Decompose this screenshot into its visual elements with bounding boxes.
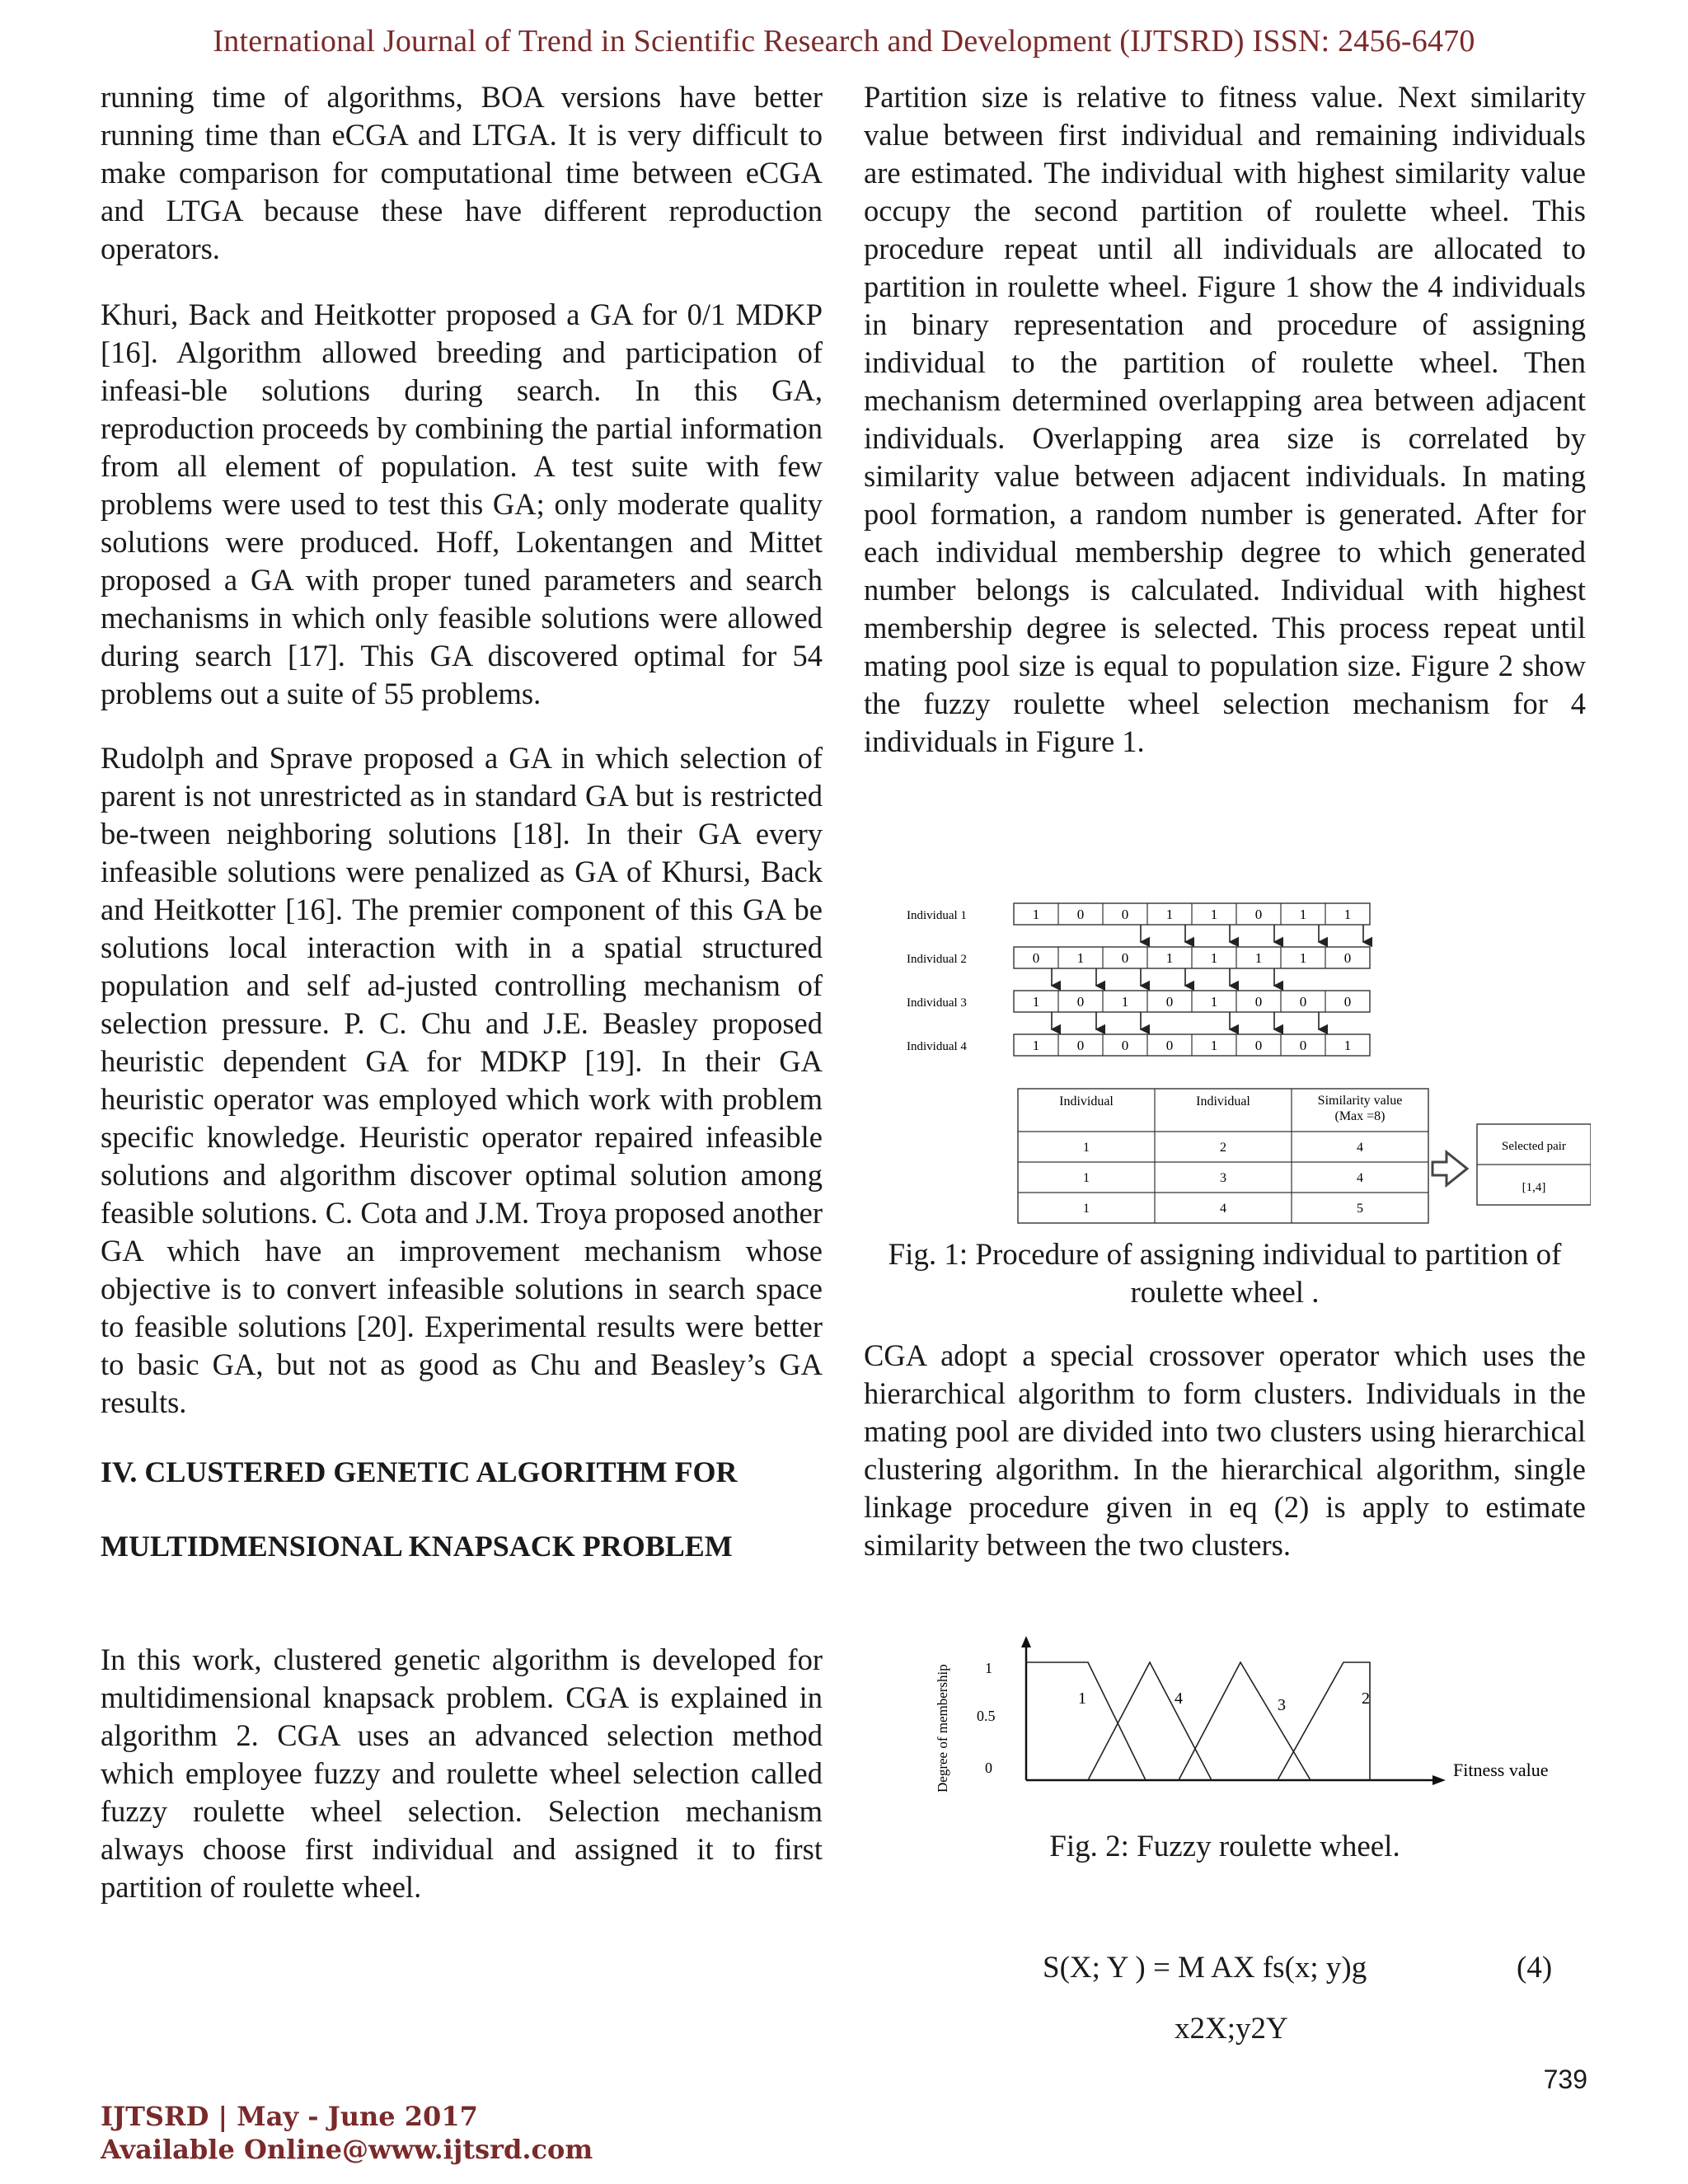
- bit-value: 0: [1165, 994, 1174, 1010]
- bit-value: 0: [1121, 1038, 1129, 1053]
- bit-value: 1: [1032, 907, 1040, 922]
- individual-label: Individual 1: [907, 909, 967, 922]
- bit-value: 1: [1032, 1038, 1040, 1053]
- bit-value: 1: [1210, 1038, 1218, 1053]
- equation-main: S(X; Y ) = M AX fs(x; y)g: [1043, 1951, 1367, 1985]
- bit-value: 1: [1121, 994, 1129, 1010]
- membership-4: [1088, 1662, 1212, 1780]
- bit-value: 1: [1299, 907, 1307, 922]
- table-cell: 1: [1083, 1171, 1090, 1185]
- bit-value: 1: [1299, 950, 1307, 966]
- figure-1-diagram: [898, 894, 1591, 1240]
- individual-label: Individual 2: [907, 953, 967, 966]
- journal-header: International Journal of Trend in Scientific Research and Development (IJTSRD) ISSN: 2456-6470: [213, 24, 1475, 59]
- y-tick-label: 0.5: [977, 1708, 996, 1724]
- right-column: [864, 78, 1586, 789]
- bit-value: 1: [1343, 1038, 1352, 1053]
- bit-value: 0: [1076, 1038, 1085, 1053]
- bit-value: 0: [1299, 1038, 1307, 1053]
- y-tick-label: 0: [985, 1760, 992, 1776]
- table-header: (Max =8): [1334, 1109, 1386, 1123]
- page-number: 739: [1543, 2064, 1587, 2094]
- series-label: 3: [1278, 1696, 1286, 1714]
- paragraph: Rudolph and Sprave proposed a GA in which selection of parent is not unrestricted as in standard GA but is restricted be-tween neighboring solutions [18]. In their GA every infeasible solutions were penalized as GA of Khursi, Back and Heitkotter [16]. The premier component of this GA be solutions local interaction with in a spatial structured population and self ad-justed controlling mechanism of selection pressure. P. C. Chu and J.E. Beasley proposed heuristic dependent GA for MDKP [19]. In their GA heuristic operator was employed which work with problem specific knowledge. Heuristic operator repaired infeasible solutions and algorithm discover optimal solution among feasible solutions. C. Cota and J.M. Troya proposed another GA which have an improvement mechanism whose objective is to convert infeasible solutions in search space to feasible solutions [20]. Experimental results were better to basic GA, but not as good as Chu and Beasley’s GA results.: [101, 741, 823, 1419]
- table-cell: 4: [1357, 1141, 1363, 1155]
- bit-value: 1: [1254, 950, 1263, 966]
- bit-value: 1: [1032, 994, 1040, 1010]
- series-label: 4: [1175, 1690, 1183, 1708]
- bit-value: 0: [1121, 950, 1129, 966]
- figure-1: [898, 894, 1591, 1240]
- table-cell: 1: [1083, 1141, 1090, 1155]
- bit-value: 0: [1165, 1038, 1174, 1053]
- figure-2-caption: Fig. 2: Fuzzy roulette wheel.: [1049, 1830, 1400, 1863]
- figure-2: [931, 1628, 1574, 1801]
- paragraph: running time of algorithms, BOA versions have better running time than eCGA and LTGA. It is very difficult to make comparison for computational time between eCGA and LTGA because these have different reproduction operators.: [101, 80, 823, 265]
- bit-value: 1: [1165, 907, 1174, 922]
- equation-number: (4): [1517, 1951, 1553, 1985]
- paragraph: Partition size is relative to fitness value. Next similarity value between first individual and remaining individuals are estimated. The individual with highest similarity value occupy the second partition of roulette wheel. This procedure repeat until all individuals are allocated to partition in roulette wheel. Figure 1 show the 4 individuals in binary representation and procedure of assigning individual to the partition of roulette wheel. Then mechanism determined overlapping area between adjacent individuals. Overlapping area size is correlated by similarity value between adjacent individuals. In mating pool formation, a random number is generated. After for each individual membership degree to which generated number belongs is calculated. Individual with highest membership degree is selected. This process repeat until mating pool size is equal to population size. Figure 2 show the fuzzy roulette wheel selection mechanism for 4 individuals in Figure 1.: [864, 80, 1586, 758]
- bit-value: 1: [1165, 950, 1174, 966]
- equation-subscript: x2X;y2Y: [1175, 2012, 1288, 2046]
- membership-3: [1179, 1662, 1311, 1780]
- series-label: 1: [1078, 1690, 1086, 1708]
- y-tick-label: 1: [985, 1660, 992, 1676]
- table-header: Individual: [1059, 1094, 1114, 1108]
- selected-pair-label: Selected pair: [1502, 1140, 1566, 1153]
- figure-2-diagram: [931, 1628, 1574, 1801]
- x-axis-label: Fitness value: [1453, 1760, 1549, 1780]
- y-axis-label: Degree of membership: [935, 1664, 950, 1793]
- bit-value: 0: [1343, 994, 1352, 1010]
- bit-value: 0: [1032, 950, 1040, 966]
- bit-value: 0: [1299, 994, 1307, 1010]
- x-axis-arrow: [1432, 1775, 1446, 1785]
- bit-value: 0: [1343, 950, 1352, 966]
- membership-1: [1026, 1662, 1146, 1780]
- bit-value: 0: [1121, 907, 1129, 922]
- individual-label: Individual 4: [907, 1040, 967, 1053]
- table-cell: 5: [1357, 1202, 1363, 1216]
- bit-value: 1: [1076, 950, 1085, 966]
- individual-label: Individual 3: [907, 996, 967, 1010]
- paragraph: CGA adopt a special crossover operator which uses the hierarchical algorithm to form clusters. Individuals in the mating pool are divided into two clusters using hierarchical clustering algorithm. In the hierarchical algorithm, single linkage procedure given in eq (2) is apply to estimate similarity between the two clusters.: [864, 1338, 1586, 1562]
- hollow-arrow-icon: [1432, 1152, 1467, 1185]
- footer: [101, 2100, 593, 2166]
- table-cell: 1: [1083, 1202, 1090, 1216]
- table-header: Individual: [1196, 1094, 1250, 1108]
- series-label: 2: [1362, 1690, 1370, 1708]
- bit-value: 1: [1210, 994, 1218, 1010]
- table-header: Similarity value: [1317, 1094, 1403, 1108]
- table-cell: 3: [1220, 1171, 1226, 1185]
- selected-pair-value: [1,4]: [1522, 1181, 1546, 1194]
- table-cell: 4: [1220, 1202, 1226, 1216]
- paragraph: Khuri, Back and Heitkotter proposed a GA for 0/1 MDKP [16]. Algorithm allowed breeding and participation of infeasi-ble solutions during search. In this GA, reproduction proceeds by combining the partial information from all element of population. A test suite with few problems were used to test this GA; only moderate quality solutions were produced. Hoff, Lokentangen and Mittet proposed a GA with proper tuned parameters and search mechanisms in which only feasible solutions were allowed during search [17]. This GA discovered optimal for 54 problems out a suite of 55 problems.: [101, 298, 823, 710]
- footer-line: IJTSRD | May - June 2017: [101, 2101, 478, 2132]
- left-column: [101, 78, 823, 1934]
- footer-link[interactable]: Available Online@www.ijtsrd.com: [101, 2134, 593, 2165]
- bit-value: 0: [1076, 907, 1085, 922]
- bit-value: 0: [1076, 994, 1085, 1010]
- figure-1-caption: Fig. 1: Procedure of assigning individual to partition of roulette wheel .: [888, 1238, 1562, 1310]
- bit-value: 1: [1210, 907, 1218, 922]
- table-cell: 4: [1357, 1171, 1363, 1185]
- bit-value: 0: [1254, 994, 1263, 1010]
- section-heading: MULTIDMENSIONAL KNAPSACK PROBLEM: [101, 1530, 733, 1563]
- y-axis-arrow: [1021, 1636, 1031, 1647]
- bit-value: 1: [1210, 950, 1218, 966]
- paragraph: In this work, clustered genetic algorithm is developed for multidimensional knapsack problem. CGA is explained in algorithm 2. CGA uses an advanced selection method which employee fuzzy and roulette wheel selection called fuzzy roulette wheel selection. Selection mechanism always choose first individual and assigned it to first partition of roulette wheel.: [101, 1643, 823, 1904]
- bit-value: 0: [1254, 907, 1263, 922]
- bit-value: 0: [1254, 1038, 1263, 1053]
- right-column-lower: [864, 1337, 1586, 1592]
- bit-value: 1: [1343, 907, 1352, 922]
- table-cell: 2: [1220, 1141, 1226, 1155]
- section-heading: IV. CLUSTERED GENETIC ALGORITHM FOR: [101, 1455, 738, 1488]
- membership-2: [1278, 1662, 1370, 1780]
